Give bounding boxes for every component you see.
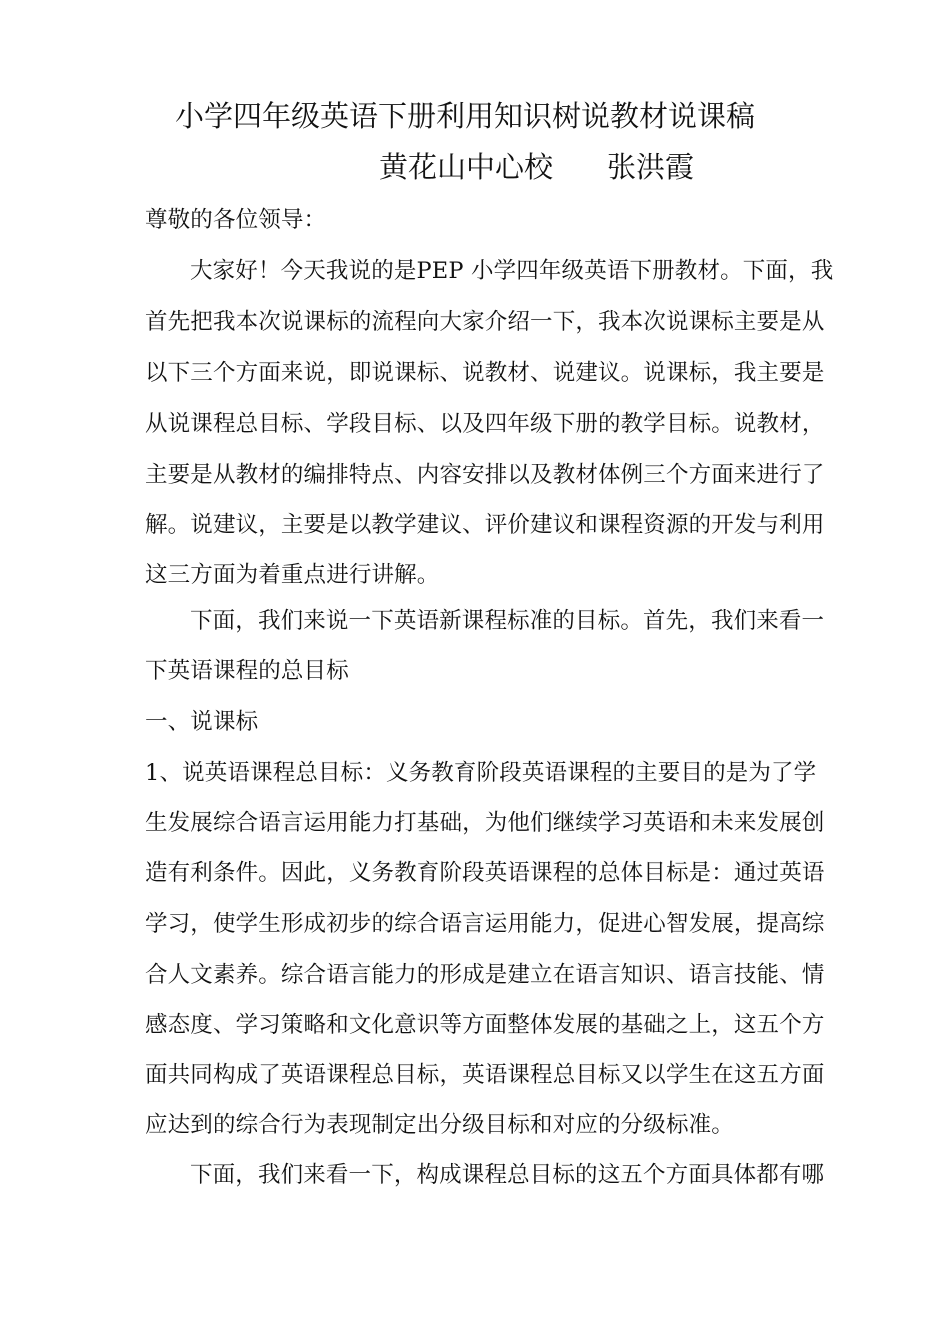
school-name: 黄花山中心校 — [379, 150, 554, 184]
paragraph-line: 感态度、学习策略和文化意识等方面整体发展的基础之上，这五个方 — [145, 1012, 825, 1038]
paragraph-line: 合人文素养。综合语言能力的形成是建立在语言知识、语言技能、情 — [145, 962, 825, 988]
paragraph-line: 从说课程总目标、学段目标、以及四年级下册的教学目标。说教材， — [145, 411, 825, 437]
paragraph-line: 面共同构成了英语课程总目标，英语课程总目标又以学生在这五方面 — [145, 1062, 825, 1088]
paragraph-line: 首先把我本次说课标的流程向大家介绍一下，我本次说课标主要是从 — [145, 309, 825, 335]
salutation: 尊敬的各位领导： — [145, 207, 327, 233]
paragraph-line: 1、说英语课程总目标：义务教育阶段英语课程的主要目的是为了学 — [145, 760, 817, 786]
paragraph-line: 造有利条件。因此，义务教育阶段英语课程的总体目标是：通过英语 — [145, 860, 825, 886]
paragraph-line: 主要是从教材的编排特点、内容安排以及教材体例三个方面来进行了 — [145, 462, 825, 488]
paragraph-line: 这三方面为着重点进行讲解。 — [145, 562, 440, 588]
paragraph-line: 下面，我们来看一下，构成课程总目标的这五个方面具体都有哪 — [190, 1162, 825, 1188]
section-heading: 一、说课标 — [145, 709, 259, 735]
paragraph-line: 大家好！今天我说的是PEP 小学四年级英语下册教材。下面，我 — [190, 258, 834, 284]
paragraph-line: 应达到的综合行为表现制定出分级目标和对应的分级标准。 — [145, 1112, 734, 1138]
paragraph-line: 以下三个方面来说，即说课标、说教材、说建议。说课标，我主要是 — [145, 360, 825, 386]
paragraph-line: 学习，使学生形成初步的综合语言运用能力，促进心智发展，提高综 — [145, 911, 825, 937]
paragraph-line: 下面，我们来说一下英语新课程标准的目标。首先，我们来看一 — [190, 608, 825, 634]
paragraph-line: 解。说建议，主要是以教学建议、评价建议和课程资源的开发与利用 — [145, 512, 825, 538]
document-title: 小学四年级英语下册利用知识树说教材说课稿 — [175, 99, 756, 133]
paragraph-line: 下英语课程的总目标 — [145, 658, 349, 684]
author-line — [379, 147, 694, 187]
paragraph-line: 生发展综合语言运用能力打基础，为他们继续学习英语和未来发展创 — [145, 810, 825, 836]
author-name: 张洪霞 — [607, 150, 695, 184]
